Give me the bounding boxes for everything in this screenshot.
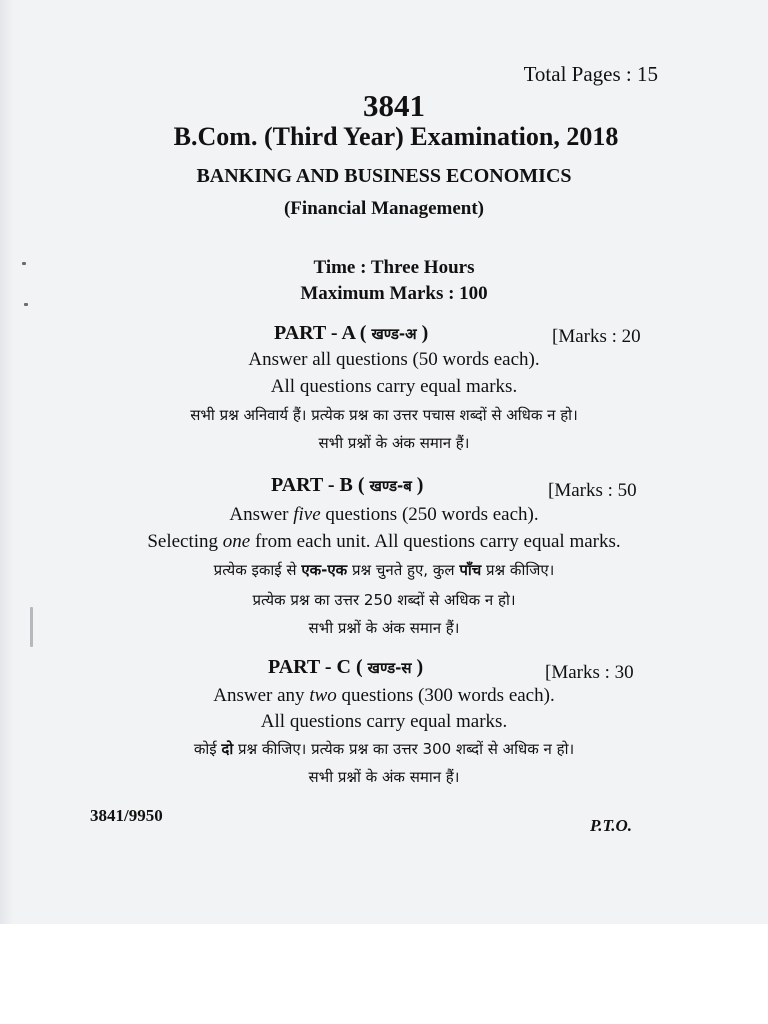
text-run: from each unit. All questions carry equal marks. (250, 531, 621, 552)
part-c-instruction-hindi: सभी प्रश्नों के अंक समान हैं। (308, 768, 460, 786)
emphasis-five: five (293, 504, 321, 525)
text-run: questions (300 words each). (336, 685, 555, 706)
exam-duration: Time : Three Hours (313, 257, 475, 278)
text-run: प्रश्न कीजिए। (481, 561, 555, 579)
part-a-title-en: PART - A ( (274, 322, 372, 344)
part-a-title-close: ) (416, 322, 429, 344)
text-run: कोई (193, 740, 222, 758)
part-b-instruction (0, 504, 768, 526)
part-a-title (274, 322, 428, 345)
part-b-marks: [Marks : 50 (548, 480, 637, 501)
emphasis-two: two (309, 685, 337, 706)
part-a-instruction-hindi: सभी प्रश्न अनिवार्य हैं। प्रत्येक प्रश्न का उत्तर पचास शब्दों से अधिक न हो। (190, 406, 578, 424)
part-c-instruction (0, 685, 768, 707)
exam-title: B.Com. (Third Year) Examination, 2018 (173, 122, 619, 151)
paper-title: (Financial Management) (283, 198, 484, 219)
total-pages: Total Pages : 15 (523, 62, 658, 86)
emphasis-do: दो (221, 740, 234, 758)
part-c-title (268, 656, 423, 679)
emphasis-ek-ek: एक-एक (301, 561, 348, 579)
part-b-instruction-hindi: प्रत्येक प्रश्न का उत्तर 250 शब्दों से अधिक न हो। (252, 591, 516, 609)
part-b-title-close: ) (411, 474, 424, 496)
text-run: Selecting (147, 531, 223, 552)
text-run: Answer any (213, 685, 310, 706)
emphasis-paanch: पाँच (459, 561, 482, 579)
emphasis-one: one (222, 531, 251, 552)
part-b-title-en: PART - B ( (271, 474, 370, 496)
text-run: प्रश्न चुनते हुए, कुल (347, 561, 460, 579)
part-c-instruction: All questions carry equal marks. (260, 711, 508, 732)
part-b-title (271, 474, 423, 497)
maximum-marks: Maximum Marks : 100 (300, 283, 488, 304)
part-c-instruction-hindi (0, 739, 768, 759)
footer-paper-code: 3841/9950 (90, 806, 163, 825)
part-b-instruction (0, 531, 768, 553)
paper-code: 3841 (363, 88, 425, 123)
part-c-marks: [Marks : 30 (545, 662, 634, 683)
subject-title: BANKING AND BUSINESS ECONOMICS (196, 165, 572, 187)
text-run: प्रत्येक इकाई से (213, 561, 302, 579)
part-b-title-hi: खण्ड-ब (369, 477, 412, 495)
part-b-instruction-hindi: सभी प्रश्नों के अंक समान हैं। (308, 619, 460, 637)
part-c-title-en: PART - C ( (268, 656, 368, 678)
part-a-instruction: All questions carry equal marks. (270, 376, 518, 397)
part-a-instruction: Answer all questions (50 words each). (248, 349, 540, 370)
text-run: Answer (229, 504, 294, 525)
part-c-title-hi: खण्ड-स (367, 659, 412, 677)
text-run: प्रश्न कीजिए। प्रत्येक प्रश्न का उत्तर 300 शब्दों से अधिक न हो। (233, 740, 575, 758)
part-c-title-close: ) (411, 656, 424, 678)
part-a-instruction-hindi: सभी प्रश्नों के अंक समान हैं। (318, 434, 470, 452)
part-a-marks: [Marks : 20 (552, 326, 641, 347)
text-run: questions (250 words each). (320, 504, 539, 525)
part-a-title-hi: खण्ड-अ (371, 325, 417, 343)
please-turn-over: P.T.O. (590, 816, 633, 835)
part-b-instruction-hindi (0, 560, 768, 580)
